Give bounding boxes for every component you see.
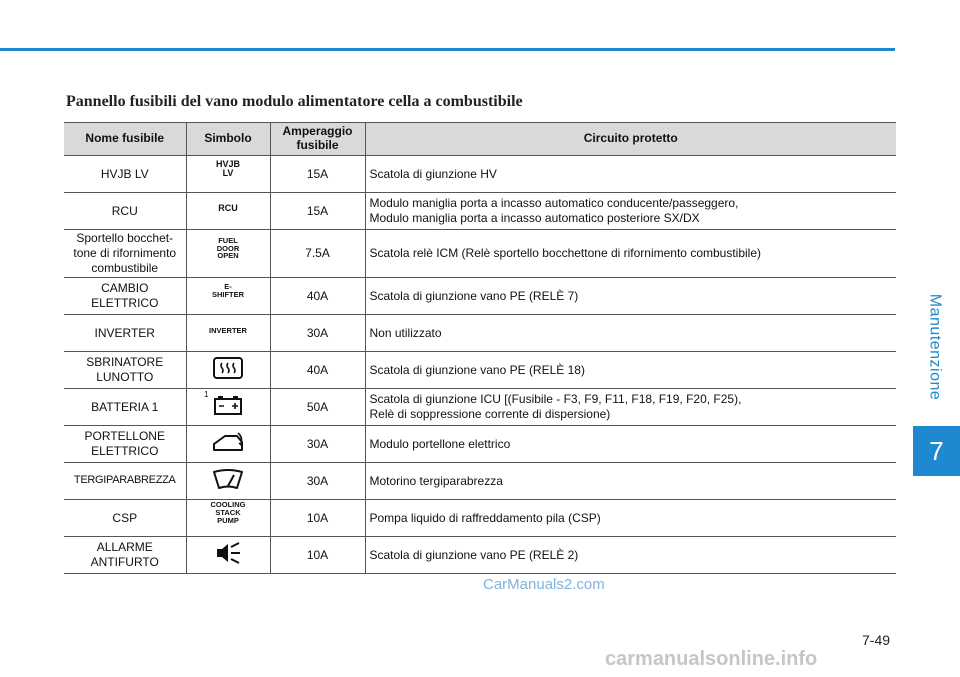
power-tailgate-icon (211, 430, 245, 454)
symbol-label: RCU (218, 202, 238, 213)
header-amperage: Amperaggio fusibile (270, 123, 365, 156)
fuse-amperage: 10A (270, 537, 365, 574)
protected-circuit: Modulo maniglia porta a incasso automatico conducente/passeggero, Modulo maniglia porta a incasso automatico posteriore SX/DX (365, 193, 896, 230)
fuse-symbol (186, 278, 270, 315)
fuse-amperage: 30A (270, 426, 365, 463)
protected-circuit: Scatola di giunzione vano PE (RELÈ 2) (365, 537, 896, 574)
fuse-name: INVERTER (64, 315, 186, 352)
fuse-amperage: 7.5A (270, 230, 365, 278)
protected-circuit: Pompa liquido di raffreddamento pila (CSP) (365, 500, 896, 537)
protected-circuit: Scatola di giunzione HV (365, 156, 896, 193)
fuse-amperage: 40A (270, 278, 365, 315)
symbol-label: HVJB LV (215, 158, 240, 179)
fuse-name: PORTELLONE ELETTRICO (64, 426, 186, 463)
fuse-amperage: 50A (270, 389, 365, 426)
fuse-name: TERGIPARABREZZA (64, 463, 186, 500)
protected-circuit: Motorino tergiparabrezza (365, 463, 896, 500)
table-row (64, 315, 896, 352)
header-name: Nome fusibile (64, 123, 186, 156)
side-label-text: Manutenzione (926, 293, 944, 401)
table-row (64, 156, 896, 193)
fuse-name: BATTERIA 1 (64, 389, 186, 426)
table-row (64, 352, 896, 389)
fuse-name: CAMBIO ELETTRICO (64, 278, 186, 315)
fuse-symbol (186, 352, 270, 389)
symbol-superscript: 1 (204, 390, 209, 399)
fuse-amperage: 30A (270, 463, 365, 500)
table-row (64, 389, 896, 426)
fuse-symbol (186, 500, 270, 537)
symbol-label: FUEL DOOR OPEN (216, 235, 240, 261)
fuse-symbol (186, 537, 270, 574)
page-number: 7-49 (862, 632, 891, 648)
fuse-symbol (186, 426, 270, 463)
protected-circuit: Scatola di giunzione vano PE (RELÈ 18) (365, 352, 896, 389)
protected-circuit: Scatola di giunzione vano PE (RELÈ 7) (365, 278, 896, 315)
protected-circuit: Non utilizzato (365, 315, 896, 352)
fuse-symbol (186, 315, 270, 352)
protected-circuit: Modulo portellone elettrico (365, 426, 896, 463)
symbol-label: E- SHIFTER (211, 282, 245, 299)
table-row (64, 537, 896, 574)
windshield-wiper-icon (211, 468, 245, 490)
fuse-symbol (186, 463, 270, 500)
fuse-amperage: 30A (270, 315, 365, 352)
chapter-tab: 7 (913, 426, 960, 476)
watermark-bottom: carmanualsonline.info (605, 648, 818, 670)
fuse-name: ALLARME ANTIFURTO (64, 537, 186, 574)
table-row (64, 230, 896, 278)
table-row (64, 193, 896, 230)
fuse-symbol (186, 156, 270, 193)
protected-circuit: Scatola di giunzione ICU [(Fusibile - F3, F9, F11, F18, F19, F20, F25), Relè di soppressione corrente di dispersione) (365, 389, 896, 426)
table-row (64, 278, 896, 315)
fuse-name: Sportello bocchet- tone di rifornimento combustibile (64, 230, 186, 278)
symbol-label: INVERTER (209, 325, 247, 335)
fuse-symbol (186, 230, 270, 278)
fuse-name: SBRINATORE LUNOTTO (64, 352, 186, 389)
fuse-amperage: 15A (270, 193, 365, 230)
table-row (64, 500, 896, 537)
top-rule (0, 48, 895, 51)
fuse-symbol (186, 389, 270, 426)
fuse-symbol (186, 193, 270, 230)
table-header-row (64, 123, 896, 156)
section-title: Pannello fusibili del vano modulo alimentatore cella a combustibile (66, 93, 523, 110)
fuse-amperage: 40A (270, 352, 365, 389)
side-label (918, 262, 950, 432)
table-row (64, 463, 896, 500)
fuse-name: HVJB LV (64, 156, 186, 193)
fuse-amperage: 15A (270, 156, 365, 193)
fuse-table (64, 122, 896, 574)
fuse-amperage: 10A (270, 500, 365, 537)
header-circuit: Circuito protetto (365, 123, 896, 156)
alarm-horn-icon (214, 541, 242, 565)
watermark-top: CarManuals2.com (483, 576, 605, 593)
fuse-name: RCU (64, 193, 186, 230)
protected-circuit: Scatola relè ICM (Relè sportello bocchettone di rifornimento combustibile) (365, 230, 896, 278)
battery-icon (204, 390, 244, 416)
fuse-name: CSP (64, 500, 186, 537)
header-symbol: Simbolo (186, 123, 270, 156)
table-row (64, 426, 896, 463)
symbol-label: COOLING STACK PUMP (210, 500, 246, 525)
rear-defroster-icon (212, 356, 244, 380)
